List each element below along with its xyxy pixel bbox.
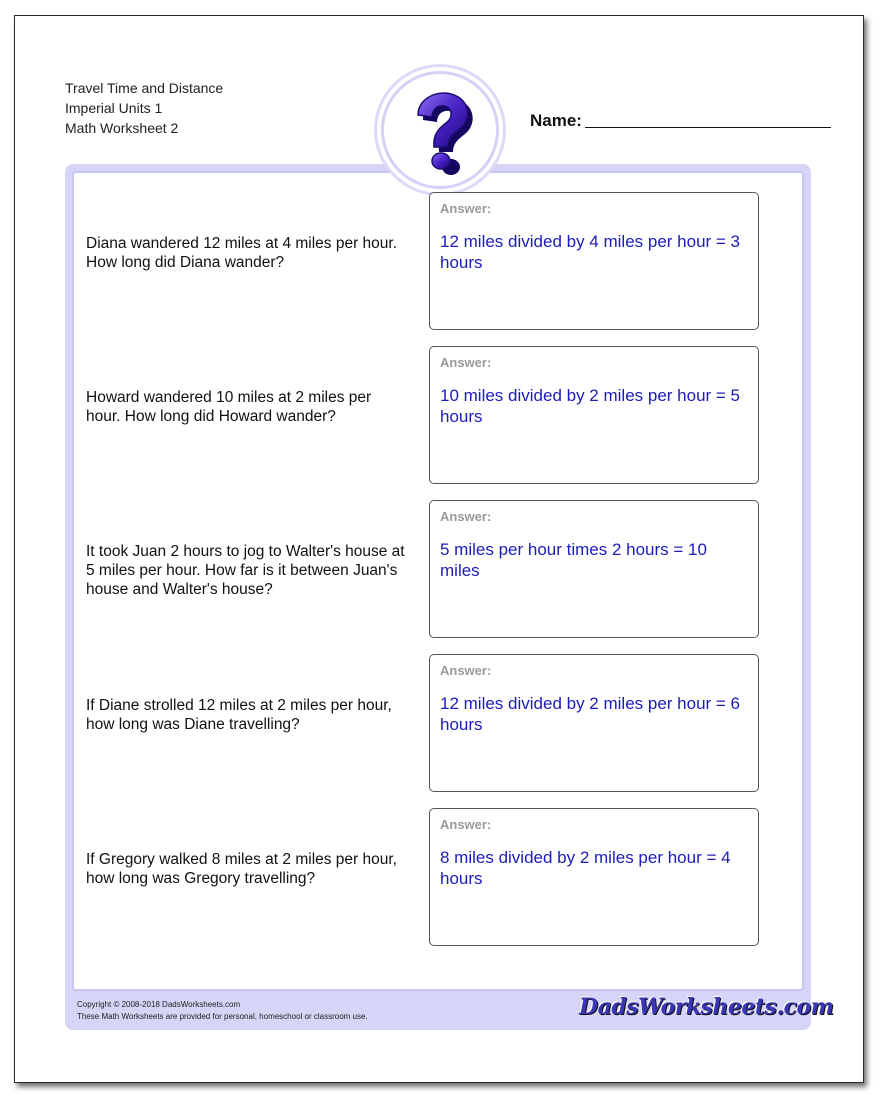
worksheet-page: [14, 15, 864, 1083]
answer-label: Answer:: [440, 663, 492, 678]
answer-box-3[interactable]: [429, 500, 759, 638]
question-mark-icon: [394, 83, 486, 179]
brand-logo: DadsWorksheets.com: [579, 994, 834, 1020]
usage-notice: These Math Worksheets are provided for personal, homeschool or classroom use.: [77, 1012, 368, 1021]
answer-text-1: 12 miles divided by 4 miles per hour = 3 hours: [440, 232, 741, 272]
answer-label: Answer:: [440, 355, 492, 370]
answer-box-2[interactable]: [429, 346, 759, 484]
question-mark-logo: [381, 71, 499, 189]
name-field-line[interactable]: [585, 127, 831, 128]
answer-box-4[interactable]: [429, 654, 759, 792]
answer-box-5[interactable]: [429, 808, 759, 946]
name-label: Name:: [530, 111, 582, 130]
question-1: Diana wandered 12 miles at 4 miles per hour. How long did Diana wander?: [86, 235, 398, 271]
worksheet-header: [65, 78, 223, 138]
question-3: It took Juan 2 hours to jog to Walter's house at 5 miles per hour. How far is it between Juan's house and Walter's house?: [86, 543, 405, 598]
worksheet-units: Imperial Units 1: [65, 100, 163, 116]
footer: [77, 999, 368, 1023]
copyright-text: Copyright © 2008-2018 DadsWorksheets.com: [77, 1000, 241, 1009]
answer-box-1[interactable]: [429, 192, 759, 330]
answer-text-3: 5 miles per hour times 2 hours = 10 miles: [440, 540, 707, 580]
answer-text-5: 8 miles divided by 2 miles per hour = 4 hours: [440, 848, 731, 888]
answer-label: Answer:: [440, 817, 492, 832]
question-2: Howard wandered 10 miles at 2 miles per hour. How long did Howard wander?: [86, 389, 372, 425]
worksheet-number: Math Worksheet 2: [65, 120, 179, 136]
question-5: If Gregory walked 8 miles at 2 miles per hour, how long was Gregory travelling?: [86, 851, 397, 887]
question-4: If Diane strolled 12 miles at 2 miles per hour, how long was Diane travelling?: [86, 697, 392, 733]
answer-text-2: 10 miles divided by 2 miles per hour = 5 hours: [440, 386, 741, 426]
answer-label: Answer:: [440, 509, 492, 524]
answer-label: Answer:: [440, 201, 492, 216]
answer-text-4: 12 miles divided by 2 miles per hour = 6 hours: [440, 694, 741, 734]
worksheet-topic: Travel Time and Distance: [65, 80, 224, 96]
